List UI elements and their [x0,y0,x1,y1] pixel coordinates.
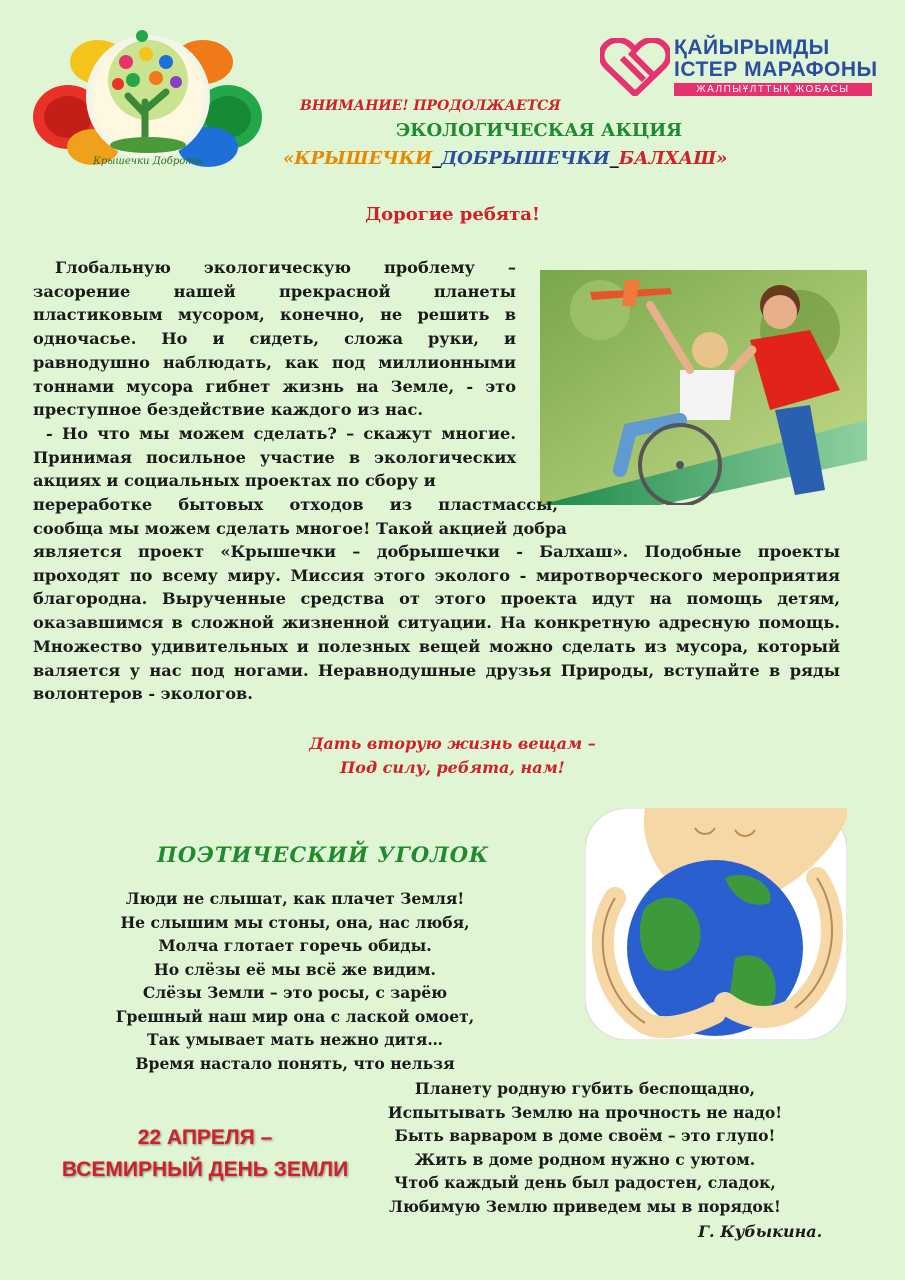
poem-author: Г. Кубыкина. [698,1222,823,1241]
heart-logo-icon [600,38,670,96]
action-name: «КРЫШЕЧКИ_ДОБРЫШЕЧКИ_БАЛХАШ» [283,148,728,169]
notice-text: ВНИМАНИЕ! ПРОДОЛЖАЕТСЯ [300,98,561,114]
kids-photo [540,270,867,505]
caps-logo [28,22,268,172]
poem-line: Планету родную губить беспощадно, [414,1079,756,1098]
poem-line: Испытывать Землю на прочность не надо! [387,1102,783,1122]
earth-day-title: ВСЕМИРНЫЙ ДЕНЬ ЗЕМЛИ [61,1158,349,1181]
poem-line: Жить в доме родном нужно с уютом. [414,1149,756,1169]
greeting: Дорогие ребята! [365,204,540,225]
earth-hug-image [585,808,847,1040]
brand-subtitle: ЖАЛПЫҰЛТТЫҚ ЖОБАСЫ [674,83,872,96]
poem-line: Слёзы Земли – это росы, с зарёю [142,983,448,1002]
paragraph-2-line-5: сообща мы можем сделать многое! Такой акцией добра [33,519,567,538]
paragraph-1: Глобальную экологическую проблему – засорение нашей прекрасной планеты пластиковым мусором, конечно, не решить в одночасье. Но и сидеть, сложа руки, и равнодушно наблюдать, как под миллионными тоннами мусора гибнет жизнь на Земле, - это преступное бездействие каждого из нас. [33,258,516,420]
poem-stanza-1 [85,887,505,1075]
poem-line: Молча глотает горечь обиды. [158,936,432,955]
poem-line: Люди не слышат, как плачет Земля! [125,889,465,908]
poetry-title: ПОЭТИЧЕСКИЙ УГОЛОК [157,842,490,867]
motto-line-1: Дать вторую жизнь вещам – [309,734,596,753]
action-title: ЭКОЛОГИЧЕСКАЯ АКЦИЯ [395,120,683,141]
paragraph-3: является проект «Крышечки – добрышечки - Балхаш». Подобные проекты проходят по всему миру. Миссия этого эколого - миротворческого мероприятия благородна. Вырученные средства от этого проекта идут на помощь детям, оказавшимся в сложной жизненной ситуации. На конкретную адресную помощь. Множество удивительных и полезных вещей можно сделать из мусора, который валяется у нас под ногами. Неравнодушные друзья Природы, вступайте в ряды волонтеров - экологов. [33,542,840,704]
paragraph-2-line-4: переработке бытовых отходов из пластмассы, [33,495,558,514]
poem-line: Грешный наш мир она с лаской омоет, [115,1006,475,1026]
poem-line: Так умывает мать нежно дитя… [147,1030,443,1049]
paragraph-2: - Но что мы можем сделать? – скажут многие. Принимая посильное участие в экологических акциях и социальных проектах по сбору и [33,424,516,491]
brand-line-2: ІСТЕР МАРАФОНЫ [674,58,878,81]
poem-line: Но слёзы её мы всё же видим. [154,959,436,979]
charity-marathon-logo [600,36,880,100]
earth-day-date: 22 АПРЕЛЯ – [137,1126,273,1149]
svg-text:Крышечки Доброты: Крышечки Доброты [93,156,203,167]
poem-stanza-2 [365,1077,805,1218]
poem-line: Любимую Землю приведем мы в порядок! [389,1196,781,1216]
brand-line-1: ҚАЙЫРЫМДЫ [674,36,830,59]
poem-line: Время настало понять, что нельзя [135,1053,455,1073]
poem-line: Чтоб каждый день был радостен, сладок, [394,1173,776,1192]
motto-line-2: Под силу, ребята, нам! [340,758,565,777]
poem-line: Быть варваром в доме своём – это глупо! [394,1126,776,1145]
poem-line: Не слышим мы стоны, она, нас любя, [120,912,470,932]
